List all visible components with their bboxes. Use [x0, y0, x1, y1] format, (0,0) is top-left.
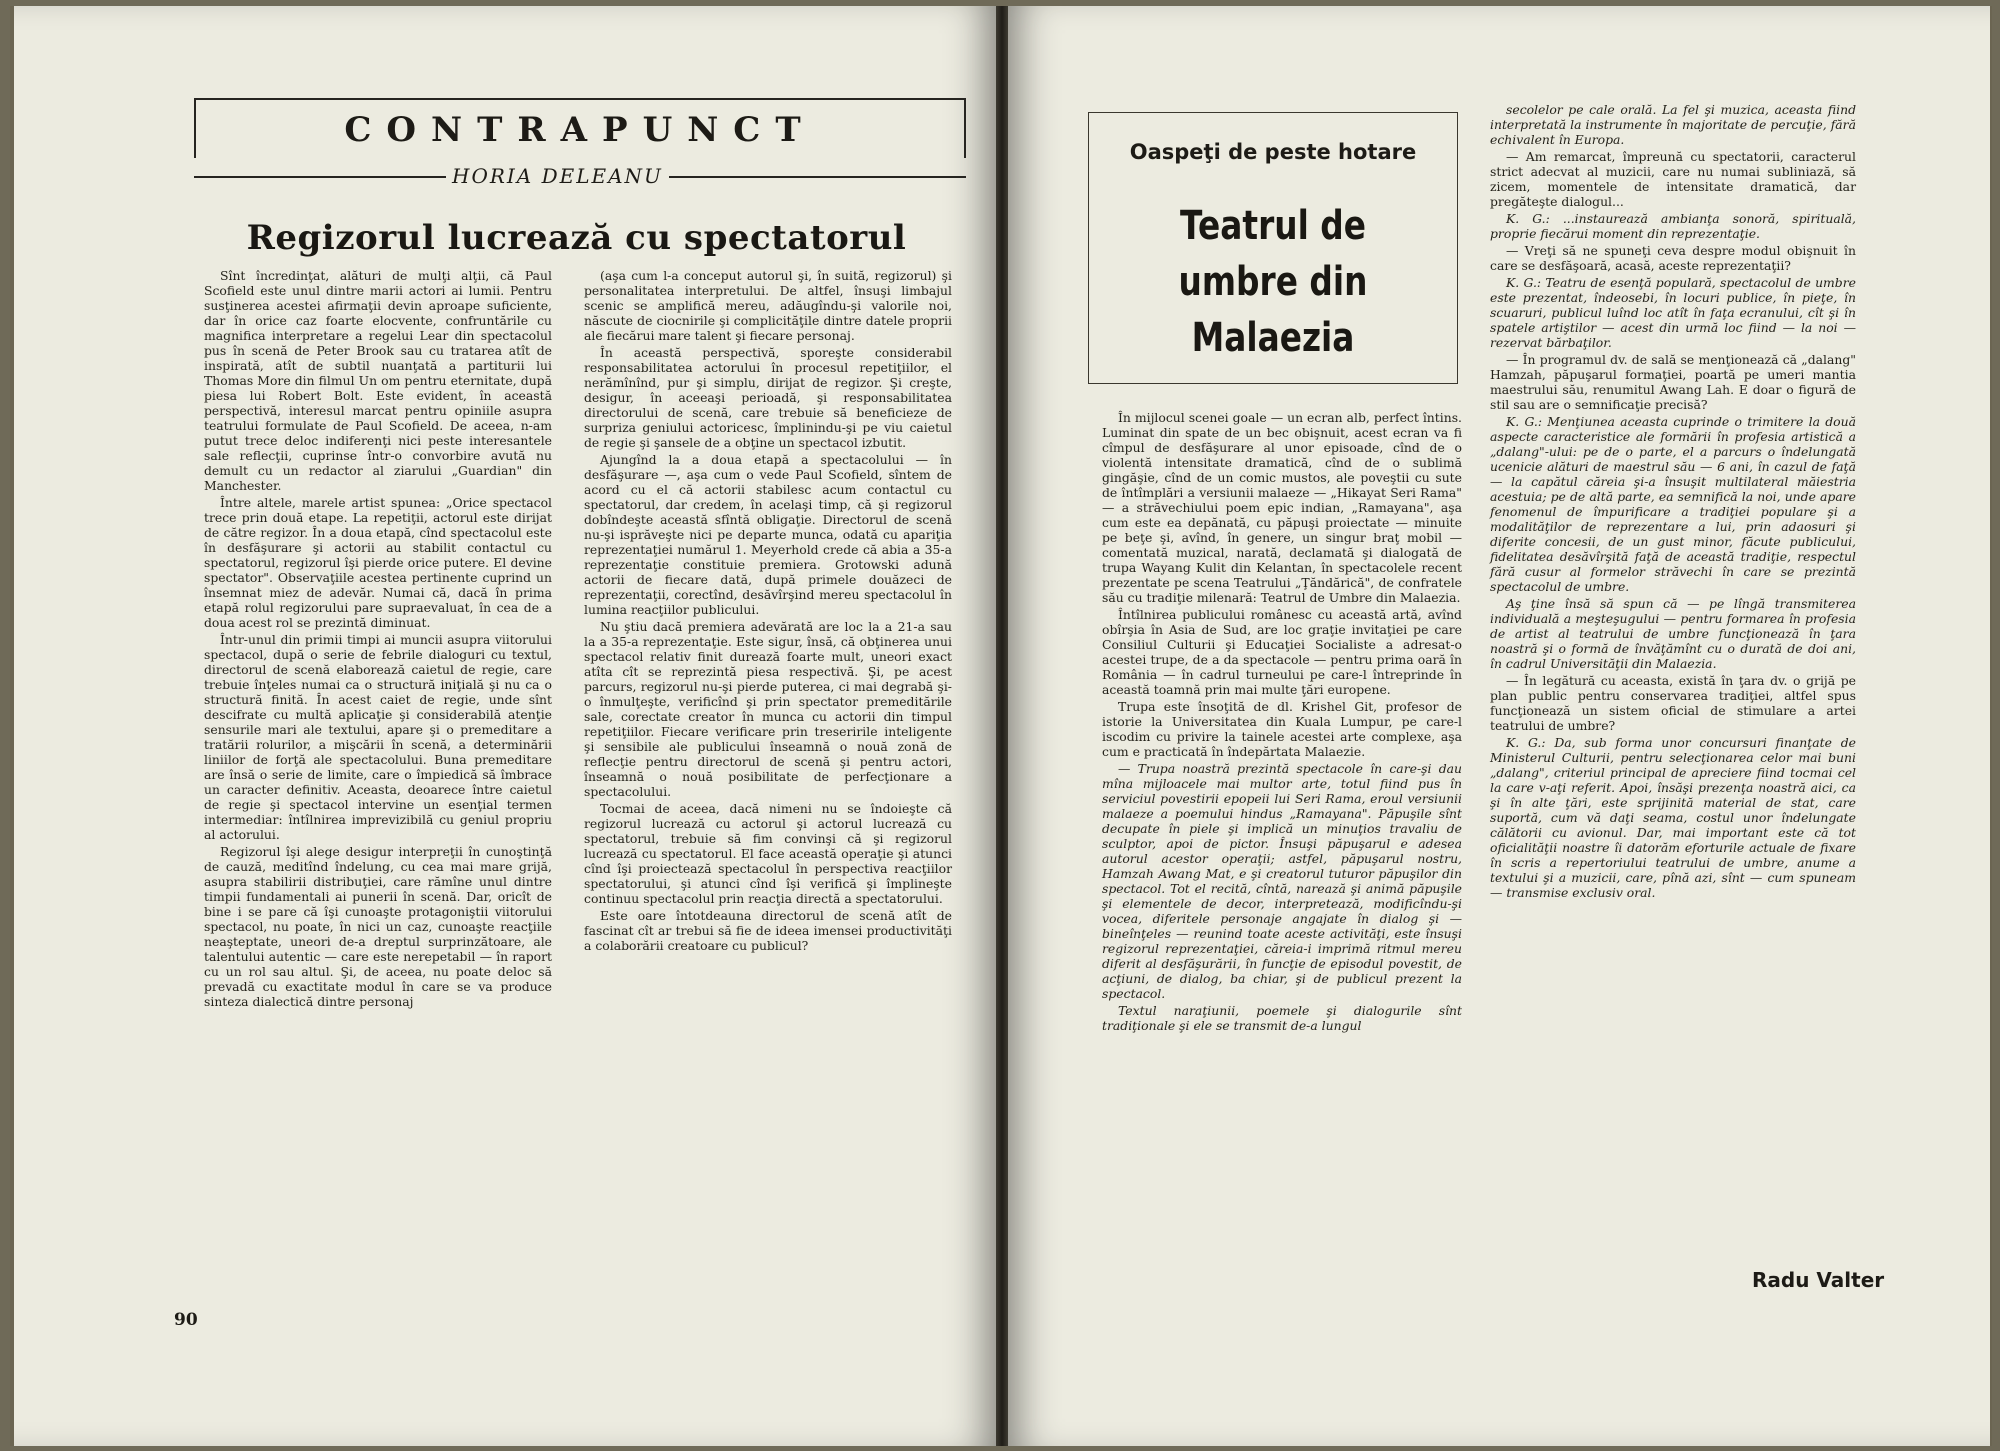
paragraph: Tocmai de aceea, dacă nimeni nu se îndoieşte că regizorul lucrează cu actorul şi actorul lucrează cu spectatorul, trebuie să fim convinşi că şi regizorul lucrează cu spectatorul. El face această operaţie şi atunci cînd îşi proiectează spectacolul în perspectiva reacţiilor spectatorului, şi atunci cînd îşi verifică şi împlineşte continuu spectacolul prin reacţia directă a spectatorului. — [584, 801, 952, 906]
paragraph: (aşa cum l-a conceput autorul şi, în suită, regizorul) şi personalitatea interpretului. De altfel, însuşi limbajul scenic se amplifică mereu, adăugîndu-şi valorile noi, născute de ciocnirile şi complicităţile dintre datele proprii ale fiecărui mare talent şi fiecare personaj. — [584, 268, 952, 343]
paragraph: Regizorul îşi alege desigur interpreţii în cunoştinţă de cauză, meditînd îndelung, cu cea mai mare grijă, asupra stabilirii distribuţiei, care rămîne unul dintre timpii fundamentali ai punerii în scenă. Dar, oricît de bine i se pare că îşi cunoaşte protagoniştii viitorului spectacol, nu poate, în nici un caz, cunoaşte reacţiile neaşteptate, uneori de-a dreptul surprinzătoare, ale talentului autentic — care este nerepetabil — în raport cu un rol sau altul. Şi, de aceea, nu poate deloc să prevadă cu exactitate modul în care se va produce sinteza dialectică dintre personaj — [204, 844, 552, 1009]
left-page — [14, 6, 996, 1446]
paragraph: Nu ştiu dacă premiera adevărată are loc la a 21-a sau la a 35-a reprezentaţie. Este sigur, însă, că obţinerea unui spectacol relativ finit durează foarte mult, uneori exact atîta cît se reprezintă piesa respectivă. Şi, pe acest parcurs, regizorul nu-şi pierde puterea, ci mai degrabă şi-o înmulţeşte, verificînd şi prin spectator premeditările sale, corectate creator în munca cu actorii din timpul repetiţiilor. Fiecare verificare prin treseririle inteligente şi sensibile ale publicului înseamnă o nouă zonă de reflecţie pentru directorul de scenă şi pentru actori, înseamnă o nouă posibilitate de perfecţionare a spectacolului. — [584, 619, 952, 799]
paragraph: K. G.: Teatru de esenţă populară, spectacolul de umbre este prezentat, îndeosebi, în locuri publice, în pieţe, în scuaruri, publicul luînd loc atît în faţa ecranului, cît şi în spatele artiştilor — acest din urmă loc fiind — la noi — rezervat bărbaţilor. — [1490, 275, 1856, 350]
book-gutter — [996, 6, 1008, 1446]
right-column-2 — [1490, 102, 1856, 902]
paragraph: Sînt încredinţat, alături de mulţi alţii, că Paul Scofield este unul dintre marii actori ai lumii. Pentru susţinerea acestei afirmaţii devin aproape suficiente, dar în orice caz foarte elocvente, confruntările cu magnifica interpretare a regelui Lear din spectacolul pus în scenă de Peter Brook sau cu tratarea atît de inspirată, atît de subtil nuanţată a partiturii lui Thomas More din filmul Un om pentru eternitate, după piesa lui Robert Bolt. Este evident, în această perspectivă, interesul marcat pentru opiniile asupra teatrului formulate de Paul Scofield. De aceea, n-am putut trece deloc indiferenţi nici peste interesantele sale reflecţii, cuprinse într-o convorbire avută nu demult cu un redactor al ziarului „Guardian" din Manchester. — [204, 268, 552, 493]
paragraph: Într-unul din primii timpi ai muncii asupra viitorului spectacol, după o serie de febrile dialoguri cu textul, directorul de scenă elaborează caietul de regie, care trebuie înţeles numai ca o structură iniţială şi nu ca o structură finită. În acest caiet de regie, unde sînt descifrate cu multă aplicaţie şi considerabilă atenţie sensurile mari ale textului, apare şi o premeditare a tratării rolurilor, a mişcării în scenă, a determinării liniilor de forţă ale spectacolului. Buna premeditare are însă o serie de limite, care o împiedică să îmbrace un caracter definitiv. Aceasta, deoarece între caietul de regie şi spectacol intervine un esenţial termen intermediar: întîlnirea imprevizibilă cu geniul propriu al actorului. — [204, 632, 552, 842]
paragraph: — Vreţi să ne spuneţi ceva despre modul obişnuit în care se desfăşoară, acasă, aceste reprezentaţii? — [1490, 243, 1856, 273]
paragraph: — Trupa noastră prezintă spectacole în care-şi dau mîna mijloacele mai multor arte, totul fiind pus în serviciul povestirii epopeii lui Seri Rama, eroul versiunii malaeze a poemului hindus „Ramayana". Păpuşile sînt decupate în piele şi implică un minuţios travaliu de sculptor, apoi de pictor. Însuşi păpuşarul e adesea autorul acestor operaţii; astfel, păpuşarul nostru, Hamzah Awang Mat, e şi creatorul tuturor păpuşilor din spectacol. Tot el recită, cîntă, narează şi animă păpuşile şi elementele de decor, interpretează, modificîndu-şi vocea, diferitele personaje angajate în dialog şi — bineînţeles — reunind toate aceste activităţi, este însuşi regizorul reprezentaţiei, căreia-i imprimă ritmul mereu diferit al desfăşurării, în funcţie de episodul povestit, de acţiuni, de dialog, ba chiar, şi de publicul prezent la spectacol. — [1102, 761, 1462, 1001]
paragraph: Întîlnirea publicului românesc cu această artă, avînd obîrşia în Asia de Sud, are loc graţie invitaţiei pe care Consiliul Culturii şi Educaţiei Socialiste a adresat-o acestei trupe, de a da spectacole — pentru prima oară în România — în cadrul turneului pe care-l întreprinde în această toamnă prin mai multe ţări europene. — [1102, 607, 1462, 697]
paragraph: — În programul dv. de sală se menţionează că „dalang" Hamzah, păpuşarul formaţiei, poartă pe umeri mantia maestrului său, renumitul Awang Lah. E doar o figură de stil sau are o semnificaţie precisă? — [1490, 352, 1856, 412]
paragraph: Între altele, marele artist spunea: „Orice spectacol trece prin două etape. La repetiţii, actorul este dirijat de către regizor. În a doua etapă, cînd spectacolul este în desfăşurare şi actorii au stabilit contactul cu spectatorul, regizorul îşi pierde orice putere. El devine spectator". Observaţiile acestea pertinente cuprind un însemnat miez de adevăr. Numai că, dacă în prima etapă rolul regizorului pare supraevaluat, în cea de a doua acest rol se prezintă diminuat. — [204, 495, 552, 630]
paragraph: În această perspectivă, sporeşte considerabil responsabilitatea actorului în procesul repetiţiilor, el nerămînînd, pur şi simplu, dirijat de regizor. Şi creşte, desigur, în aceeaşi perioadă, şi responsabilitatea directorului de scenă, care trebuie să beneficieze de surpriza geniului actoricesc, împlinindu-şi pe viu caietul de regie şi şansele de a obţine un spectacol izbutit. — [584, 345, 952, 450]
paragraph: K. G.: Da, sub forma unor concursuri finanţate de Ministerul Culturii, pentru selecţionarea celor mai buni „dalang", criteriul principal de apreciere fiind tocmai cel la care v-aţi referit. Apoi, însăşi prezenţa noastră aici, ca şi în alte ţări, este sprijinită material de stat, care suportă, cum vă daţi seama, costul unor îndelungate călătorii cu avionul. Dar, mai important este că tot oficialităţii noastre îi datorăm eforturile actuale de fixare în scris a repertoriului teatrului de umbre, anume a textului şi a muzicii, care, pînă azi, sînt — cum spuneam — transmise exclusiv oral. — [1490, 735, 1856, 900]
paragraph: K. G.: ...instaurează ambianţa sonoră, spirituală, proprie fiecărui moment din reprezentaţie. — [1490, 211, 1856, 241]
magazine-spread — [10, 6, 1992, 1446]
paragraph: secolelor pe cale orală. La fel şi muzica, aceasta fiind interpretată la instrumente în majoritate de percuţie, fără echivalent în Europa. — [1490, 102, 1856, 147]
paragraph: K. G.: Menţiunea aceasta cuprinde o trimitere la două aspecte caracteristice ale formării în profesia artistică a „dalang"-ului: pe de o parte, el a parcurs o îndelungată ucenicie alături de maestrul său — 6 ani, în cazul de faţă — la capătul căreia şi-a însuşit multilateral măiestria acestuia; pe de altă parte, ea semnifică la noi, unde apare fenomenul de împurificare a tradiţiei populare şi a modalităţilor de reprezentare a lui, prin adaosuri şi diferite concesii, de un gust minor, făcute publicului, fidelitatea desăvîrşită faţă de această tradiţie, respectul fără cusur al formelor străvechi în care se prezintă spectacolul de umbre. — [1490, 414, 1856, 594]
paragraph: Ajungînd la a doua etapă a spectacolului — în desfăşurare —, aşa cum o vede Paul Scofield, sîntem de acord cu el că actorii stabilesc acum contactul cu spectatorul, dar credem, în acelaşi timp, că şi regizorul dobîndeşte această sfîntă obligaţie. Directorul de scenă nu-şi isprăveşte nici pe departe munca, odată cu apariţia reprezentaţiei numărul 1. Meyerhold crede că abia a 35-a reprezentaţie constituie premiera. Grotowski adună actorii de fiecare dată, după primele douăzeci de reprezentaţii, corectînd, desăvîrşind mereu spectacolul în lumina reacţiilor publicului. — [584, 452, 952, 617]
rubric-title: CONTRAPUNCT — [344, 110, 816, 150]
paragraph: — În legătură cu aceasta, există în ţara dv. o grijă pe plan public pentru conservarea tradiţiei, altfel spus funcţionează un sistem oficial de stimulare a artei teatrului de umbre? — [1490, 673, 1856, 733]
section-kicker: Oaspeţi de peste hotare — [1129, 140, 1417, 164]
paragraph: Aş ţine însă să spun că — pe lîngă transmiterea individuală a meşteşugului — pentru formarea în profesia de artist al teatrului de umbre funcţionează în ţara noastră şi o formă de învăţămînt cu o durată de doi ani, în cadrul Universităţii din Malaezia. — [1490, 596, 1856, 671]
paragraph: Este oare întotdeauna directorul de scenă atît de fascinat cît ar trebui să fie de ideea imensei productivităţi a colaborării creatoare cu publicul? — [584, 908, 952, 953]
left-column-1 — [204, 268, 552, 1011]
paragraph: Textul naraţiunii, poemele şi dialogurile sînt tradiţionale şi ele se transmit de-a lungul — [1102, 1003, 1462, 1033]
paragraph: În mijlocul scenei goale — un ecran alb, perfect întins. Luminat din spate de un bec obişnuit, acest ecran va fi cîmpul de desfăşurare al unor episoade, cînd de o violentă intensitate dramatică, cînd de o sublimă gingăşie, cînd de un comic mustos, ale poveştii cu sute de întîmplări a versiunii malaeze — „Hikayat Seri Rama" — a străvechiului poem epic indian, „Ramayana", aşa cum este ea depănată, cu păpuşi proiectate — minuite pe beţe şi, avînd, în genere, un singur braţ mobil — comentată muzical, narată, declamată şi dialogată de trupa Wayang Kulit din Kelantan, în spectacolele recent prezentate pe scena Teatrului „Ţăndărică", de confratele său cu tradiţie milenară: Teatrul de Umbre din Malaezia. — [1102, 410, 1462, 605]
right-column-1 — [1102, 410, 1462, 1035]
right-page — [1008, 6, 1990, 1446]
page-number: 90 — [174, 1310, 198, 1330]
article-headline: Regizorul lucrează cu spectatorul — [246, 218, 907, 258]
paragraph: Trupa este însoţită de dl. Krishel Git, profesor de istorie la Universitatea din Kuala Lumpur, pe care-l iscodim cu privire la tainele acestei arte complexe, aşa cum e practicată în îndepărtata Malaezie. — [1102, 699, 1462, 759]
article-title: Teatrul de umbre din Malaezia — [1178, 203, 1368, 361]
author-byline: HORIA DELEANU — [446, 164, 669, 188]
paragraph: — Am remarcat, împreună cu spectatorii, caracterul strict adecvat al muzicii, care nu numai subliniază, să zicem, momentele de intensitate dramatică, dar pregăteşte dialogul... — [1490, 149, 1856, 209]
left-column-2 — [584, 268, 952, 955]
author-signature: Radu Valter — [1752, 1268, 1885, 1292]
